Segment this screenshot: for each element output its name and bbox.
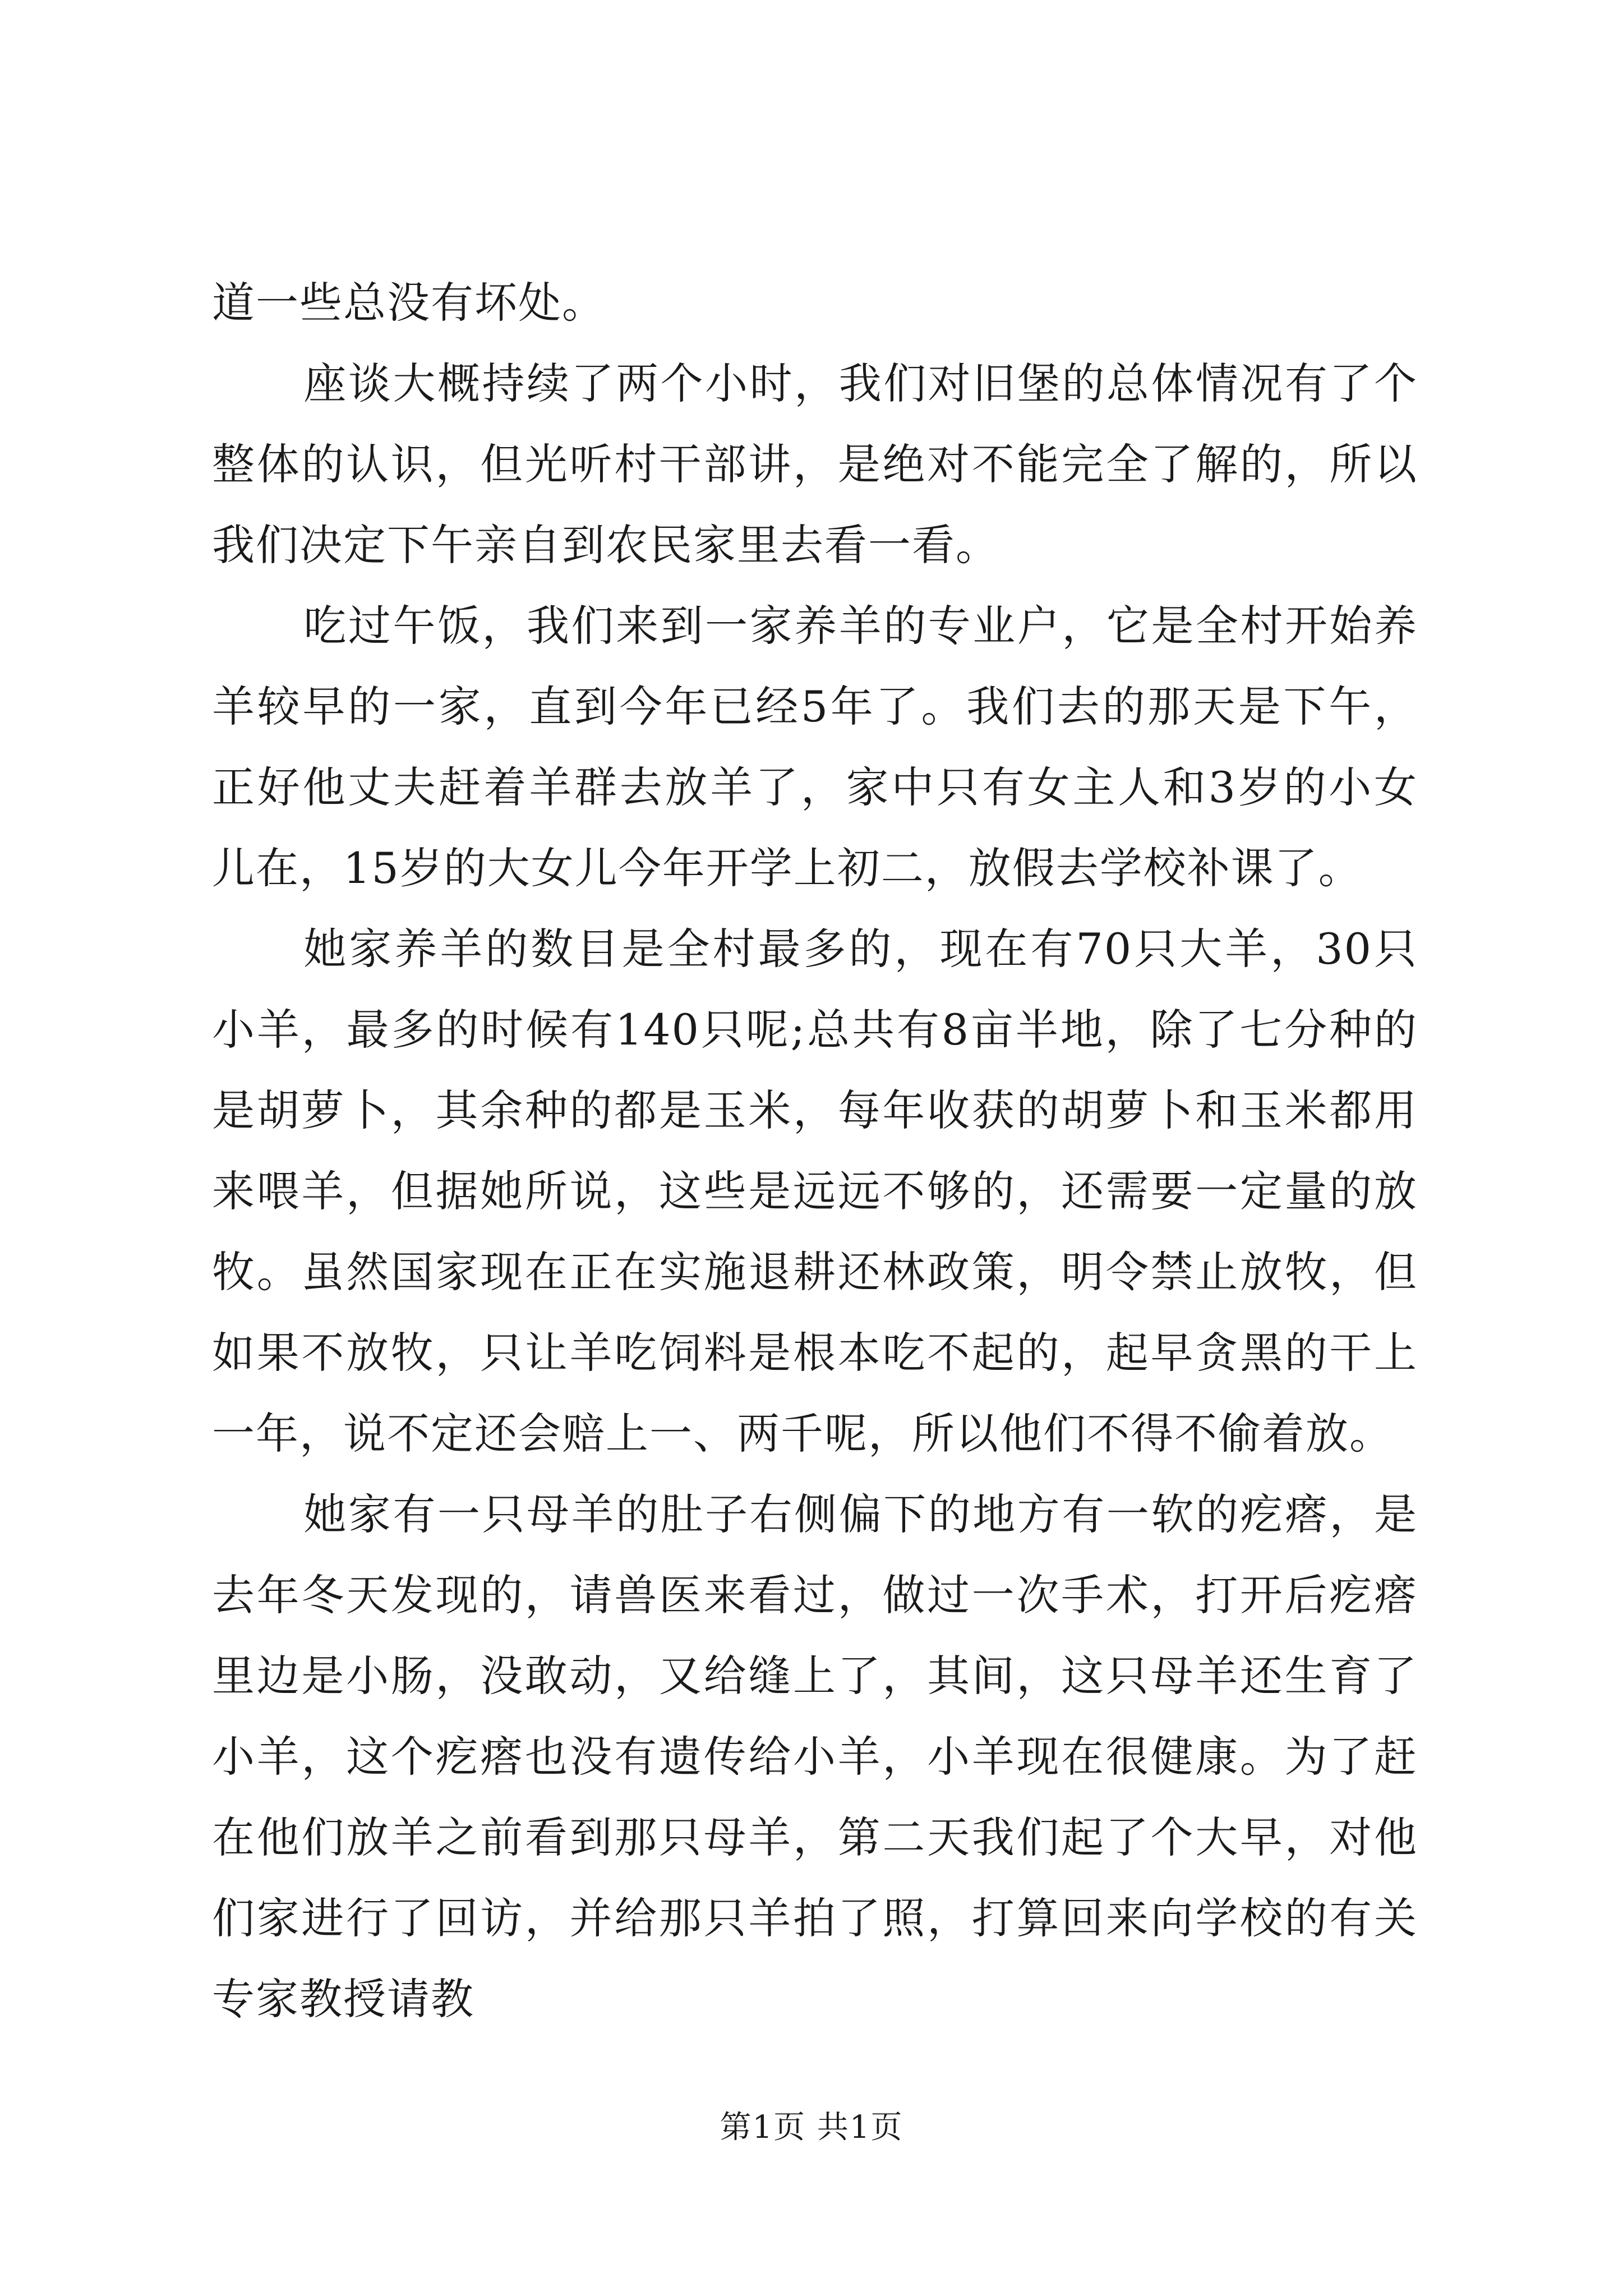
paragraph: 座谈大概持续了两个小时，我们对旧堡的总体情况有了个整体的认识，但光听村干部讲，是绝对不能完全了解的，所以我们决定下午亲自到农民家里去看一看。 [212, 358, 1418, 570]
paragraph-continuation: 道一些总没有坏处。 [212, 278, 606, 328]
document-body [212, 263, 1418, 2040]
paragraph: 吃过午饭，我们来到一家养羊的专业户，它是全村开始养羊较早的一家，直到今年已经5年了。我们去的那天是下午，正好他丈夫赶着羊群去放羊了，家中只有女主人和3岁的小女儿在，15岁的大女儿今年开学上初二，放假去学校补课了。 [212, 601, 1418, 893]
page-footer: 第1页 共1页 [720, 2109, 903, 2146]
paragraph: 她家养羊的数目是全村最多的，现在有70只大羊，30只小羊，最多的时候有140只呢;总共有8亩半地，除了七分种的是胡萝卜，其余种的都是玉米，每年收获的胡萝卜和玉米都用来喂羊，但据她所说，这些是远远不够的，还需要一定量的放牧。虽然国家现在正在实施退耕还林政策，明令禁止放牧，但如果不放牧，只让羊吃饲料是根本吃不起的，起早贪黑的干上一年，说不定还会赔上一、两千呢，所以他们不得不偷着放。 [212, 924, 1418, 1458]
paragraph: 她家有一只母羊的肚子右侧偏下的地方有一软的疙瘩，是去年冬天发现的，请兽医来看过，做过一次手术，打开后疙瘩里边是小肠，没敢动，又给缝上了，其间，这只母羊还生育了小羊，这个疙瘩也没有遗传给小羊，小羊现在很健康。为了赶在他们放羊之前看到那只母羊，第二天我们起了个大早，对他们家进行了回访，并给那只羊拍了照，打算回来向学校的有关专家教授请教 [212, 1489, 1418, 2024]
